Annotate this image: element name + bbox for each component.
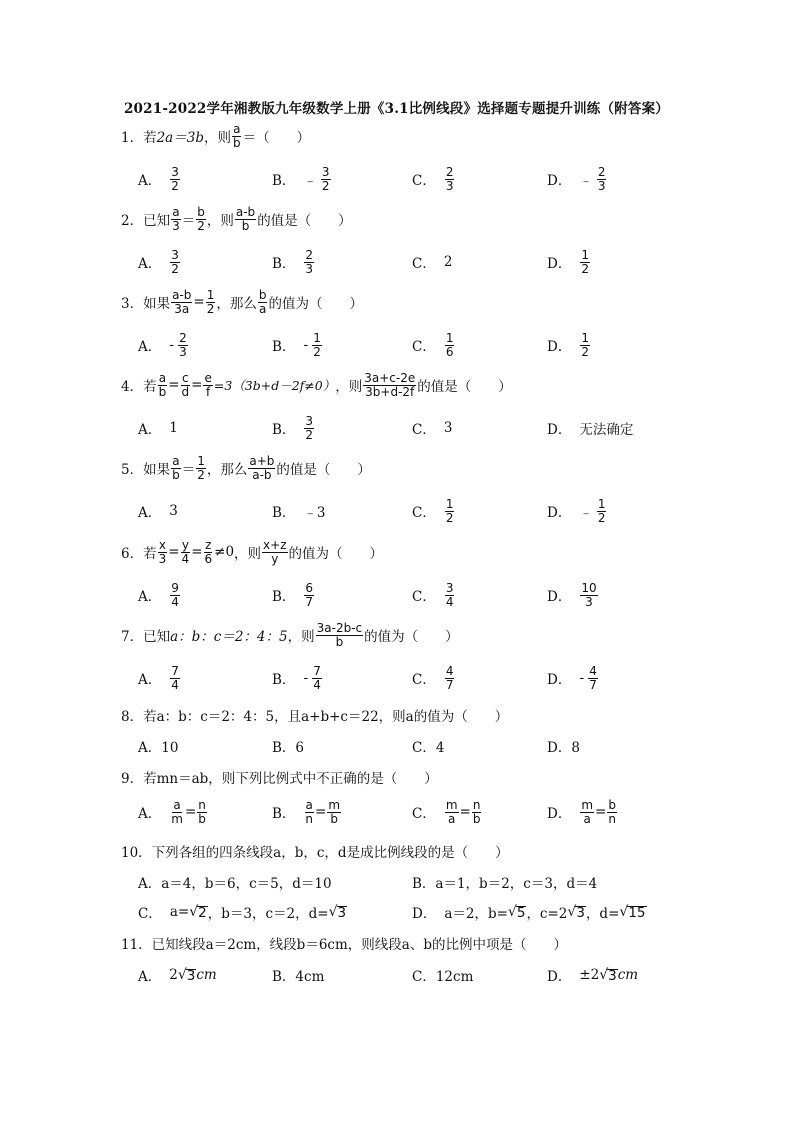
q3-option-c[interactable]: C． $\frac{1}{6}$: [412, 330, 454, 359]
q3-fraction-1: $\frac{a-b}{3a}$: [172, 287, 192, 316]
q3-options: [138, 330, 738, 360]
q4-option-c[interactable]: C． 3: [412, 420, 453, 438]
q6-option-c[interactable]: C． $\frac{3}{4}$: [412, 580, 454, 609]
question-2: 2．已知 $\frac{a}{3}$ ＝ $\frac{b}{2}$ ，则 $\frac{a-b}{b}$ 的值是（ ）: [121, 204, 352, 233]
q5-option-d[interactable]: D． ﹣ $\frac{1}{2}$: [547, 496, 606, 525]
q7-fraction: $\frac{3a-2b-c}{b}$: [316, 620, 363, 649]
q7-option-a[interactable]: A． $\frac{7}{4}$: [138, 663, 179, 692]
q7-option-b[interactable]: B． - $\frac{7}{4}$: [272, 663, 321, 692]
q5-fraction-2: $\frac{1}{2}$: [197, 453, 205, 482]
q11-option-a[interactable]: A． 2 √ 3 cm: [138, 967, 217, 985]
q9-option-b[interactable]: B． $\frac{a}{n}$ = $\frac{m}{b}$: [272, 797, 341, 826]
q1-option-d[interactable]: D． ﹣ $\frac{2}{3}$: [547, 164, 606, 193]
question-4: 4．若 $\frac{a}{b}$ = $\frac{c}{d}$ = $\frac{e}{f}$ =3（3b+d－2f≠0） ，则 $\frac{3a+c-2e}{3b+d-2f}$ 的值是（ ）: [121, 370, 512, 399]
question-11: 11．已知线段a＝2cm，线段b＝6cm，则线段a、b的比例中项是（ ）: [121, 937, 567, 953]
q4-fraction-3: $\frac{e}{f}$: [204, 370, 212, 399]
q10-option-b[interactable]: B．a＝1，b＝2，c＝3，d＝4: [412, 876, 598, 892]
q5-options: [138, 496, 738, 526]
q6-options: [138, 580, 738, 610]
question-9: 9．若mn＝ab，则下列比例式中不正确的是（ ）: [121, 771, 438, 787]
question-7: 7．已知 a：b：c＝2：4：5 ，则 $\frac{3a-2b-c}{b}$ 的值为（ ）: [121, 620, 459, 649]
q6-fraction-4: $\frac{x+z}{y}$: [263, 537, 287, 566]
q3-fraction-2: $\frac{1}{2}$: [206, 287, 215, 316]
q2-fraction-3: $\frac{a-b}{b}$: [235, 204, 256, 233]
q5-fraction-1: $\frac{a}{b}$: [172, 453, 180, 482]
q7-options: [138, 663, 738, 693]
question-3: 3．如果 $\frac{a-b}{3a}$ = $\frac{1}{2}$ ，那么 $\frac{b}{a}$ 的值为（ ）: [121, 287, 363, 316]
q1-option-c[interactable]: C． $\frac{2}{3}$: [412, 164, 454, 193]
sqrt-symbol: √ 3: [567, 904, 585, 921]
q7-option-d[interactable]: D． - $\frac{4}{7}$: [547, 663, 597, 692]
q3-option-b[interactable]: B． - $\frac{1}{2}$: [272, 330, 321, 359]
question-8: 8．若a：b：c＝2：4：5，且a+b+c＝22，则a的值为（ ）: [121, 709, 509, 725]
q10-option-d[interactable]: D． a＝2，b= √ 5 ，c=2 √ 3 ，d= √ 15: [412, 904, 646, 922]
q2-option-d[interactable]: D． $\frac{1}{2}$: [547, 247, 589, 276]
q4-condition: =3（3b+d－2f≠0）: [213, 378, 336, 393]
q1-options: [138, 164, 738, 194]
q6-fraction-3: $\frac{z}{6}$: [204, 537, 213, 566]
q4-option-b[interactable]: B． $\frac{3}{2}$: [272, 413, 314, 442]
q4-fraction-4: $\frac{3a+c-2e}{3b+d-2f}$: [364, 370, 416, 399]
sqrt-symbol: √ 15: [619, 904, 646, 921]
q5-option-c[interactable]: C． $\frac{1}{2}$: [412, 496, 454, 525]
q9-options: [138, 797, 738, 827]
q1-number: 1．若: [121, 130, 157, 146]
q6-option-b[interactable]: B． $\frac{6}{7}$: [272, 580, 314, 609]
sqrt-symbol: √ 3: [328, 904, 347, 921]
q10-option-a[interactable]: A．a＝4，b＝6，c＝5，d＝10: [138, 876, 332, 892]
q9-option-a[interactable]: A． $\frac{a}{m}$ = $\frac{n}{b}$: [138, 797, 206, 826]
q1-expr: 2a＝3b: [156, 130, 204, 146]
q11-option-b[interactable]: B．4cm: [272, 969, 325, 985]
question-6: 6．若 $\frac{x}{3}$ = $\frac{y}{4}$ = $\frac{z}{6}$ ≠0 ，则 $\frac{x+z}{y}$ 的值为（ ）: [121, 537, 384, 566]
sqrt-symbol: √ 3: [177, 967, 196, 984]
q4-fraction-1: $\frac{a}{b}$: [158, 370, 167, 399]
q2-option-b[interactable]: B． $\frac{2}{3}$: [272, 247, 314, 276]
q6-option-a[interactable]: A． $\frac{9}{4}$: [138, 580, 179, 609]
q8-option-c[interactable]: C．4: [412, 740, 445, 756]
q1-option-a[interactable]: A． $\frac{3}{2}$: [138, 164, 179, 193]
q8-option-b[interactable]: B．6: [272, 740, 305, 756]
question-1: [121, 121, 310, 151]
q4-fraction-2: $\frac{c}{d}$: [181, 370, 190, 399]
q2-option-a[interactable]: A． $\frac{3}{2}$: [138, 247, 179, 276]
q10-options-row-2: [138, 897, 738, 927]
q2-fraction-1: $\frac{a}{3}$: [172, 204, 180, 233]
q2-option-c[interactable]: C． 2: [412, 254, 453, 272]
q4-option-d[interactable]: D． 无法确定: [547, 422, 634, 438]
q8-options: [138, 731, 738, 761]
q8-option-d[interactable]: D．8: [547, 740, 580, 756]
question-10: 10．下列各组的四条线段a，b，c，d是成比例线段的是（ ）: [121, 845, 509, 861]
q4-options: [138, 413, 738, 443]
q6-fraction-1: $\frac{x}{3}$: [158, 537, 167, 566]
q9-option-c[interactable]: C． $\frac{m}{a}$ = $\frac{n}{b}$: [412, 797, 481, 826]
q11-options: [138, 960, 738, 990]
q3-option-d[interactable]: D． $\frac{1}{2}$: [547, 330, 589, 359]
q5-fraction-3: $\frac{a+b}{a-b}$: [249, 453, 275, 482]
q8-option-a[interactable]: A．10: [138, 740, 179, 756]
q10-options-row-1: [138, 867, 738, 897]
q5-option-b[interactable]: B． ﹣3: [272, 505, 326, 521]
q5-option-a[interactable]: A． 3: [138, 503, 178, 521]
q7-option-c[interactable]: C． $\frac{4}{7}$: [412, 663, 454, 692]
q11-option-d[interactable]: D． ±2 √ 3 cm: [547, 967, 639, 985]
page-title: 2021-2022学年湘教版九年级数学上册《3.1比例线段》选择题专题提升训练（附答案）: [123, 101, 670, 117]
q1-fraction: $\frac{a}{b}$: [232, 121, 241, 150]
q6-option-d[interactable]: D． $\frac{10}{3}$: [547, 580, 597, 609]
q1-mid: ，则: [203, 130, 231, 146]
q7-expr: a：b：c＝2：4：5: [170, 629, 288, 645]
sqrt-symbol: √ 3: [599, 967, 617, 984]
sqrt-symbol: √ 5: [507, 904, 526, 921]
q3-option-a[interactable]: A． - $\frac{2}{3}$: [138, 330, 187, 359]
q6-fraction-2: $\frac{y}{4}$: [181, 537, 190, 566]
sqrt-symbol: √ 2: [189, 904, 207, 921]
q10-option-c[interactable]: C． a= √ 2 ，b＝3，c＝2，d= √ 3: [138, 904, 347, 922]
question-5: 5．如果 $\frac{a}{b}$ ＝ $\frac{1}{2}$ ，那么 $\frac{a+b}{a-b}$ 的值是（ ）: [121, 453, 371, 482]
q2-fraction-2: $\frac{b}{2}$: [197, 204, 205, 233]
q2-options: [138, 247, 738, 277]
q1-option-b[interactable]: B． ﹣ $\frac{3}{2}$: [272, 164, 330, 193]
q3-fraction-3: $\frac{b}{a}$: [258, 287, 267, 316]
q11-option-c[interactable]: C．12cm: [412, 969, 474, 985]
q9-option-d[interactable]: D． $\frac{m}{a}$ = $\frac{b}{n}$: [547, 797, 616, 826]
q4-option-a[interactable]: A． 1: [138, 420, 178, 438]
q1-tail: ＝（ ）: [242, 130, 311, 146]
